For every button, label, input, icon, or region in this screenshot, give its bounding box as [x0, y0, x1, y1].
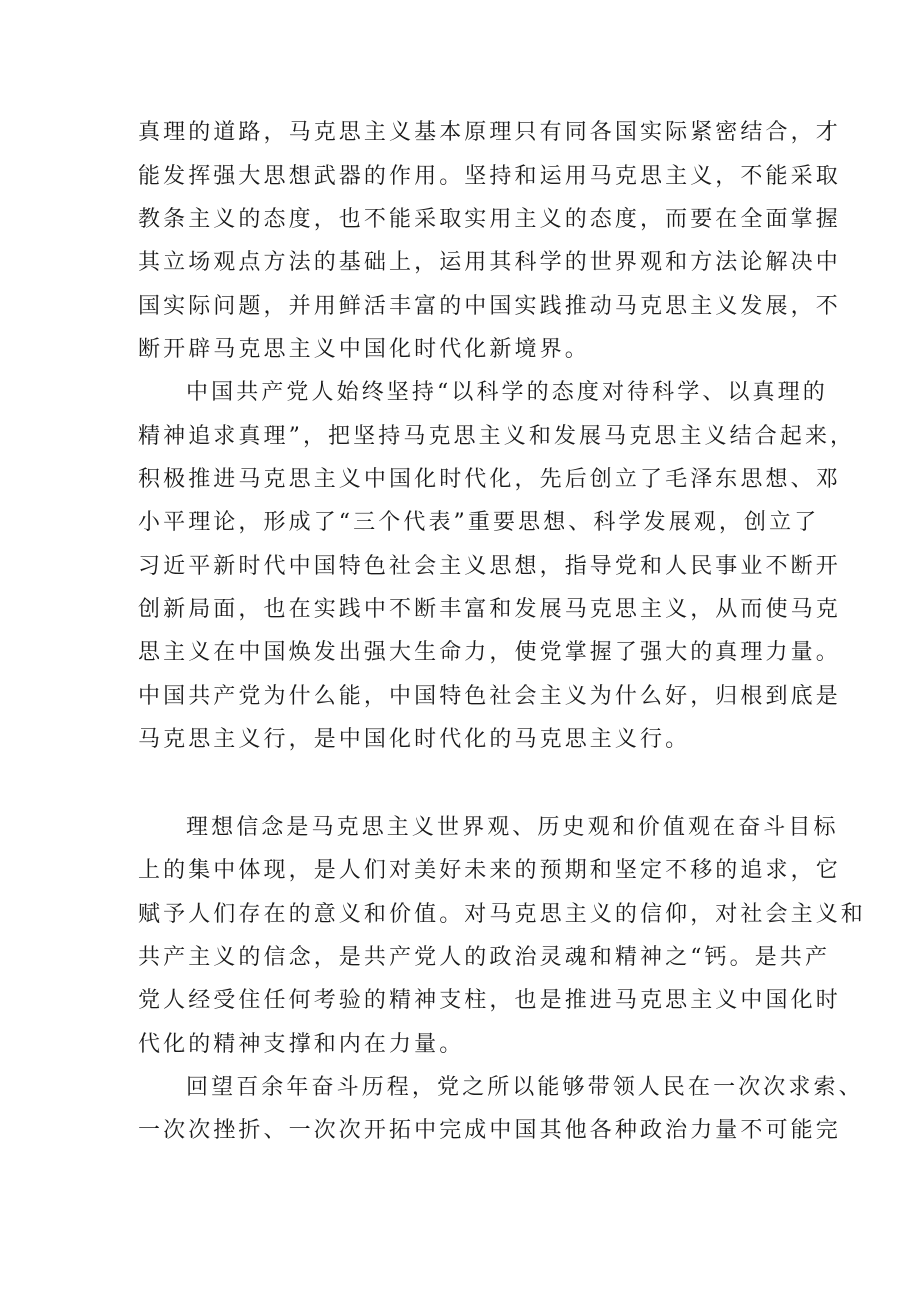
text-line: 国实际问题，并用鲜活丰富的中国实践推动马克思主义发展，不 — [138, 294, 841, 319]
text-line: 中国共产党人始终坚持“以科学的态度对待科学、以真理的 — [186, 380, 828, 405]
text-line: 马克思主义行，是中国化时代化的马克思主义行。 — [138, 727, 691, 752]
text-line: 上的集中体现，是人们对美好未来的预期和坚定不移的追求，它 — [138, 858, 841, 883]
text-line: 思主义在中国焕发出强大生命力，使党掌握了强大的真理力量。 — [138, 640, 841, 665]
text-line: 中国共产党为什么能，中国特色社会主义为什么好，归根到底是 — [138, 684, 841, 709]
text-line: 习近平新时代中国特色社会主义思想，指导党和人民事业不断开 — [138, 554, 841, 579]
text-line: 理想信念是马克思主义世界观、历史观和价值观在奋斗目标 — [186, 815, 839, 840]
text-line: 断开辟马克思主义中国化时代化新境界。 — [138, 337, 590, 362]
text-line: 共产主义的信念，是共产党人的政治灵魂和精神之“钙。是共产 — [138, 945, 831, 970]
text-line: 真理的道路，马克思主义基本原理只有同各国实际紧密结合，才 — [138, 120, 841, 145]
text-line: 精神追求真理”，把坚持马克思主义和发展马克思主义结合起来， — [138, 424, 856, 449]
text-line: 一次次挫折、一次次开拓中完成中国其他各种政治力量不可能完 — [138, 1118, 841, 1143]
text-line: 积极推进马克思主义中国化时代化，先后创立了毛泽东思想、邓 — [138, 467, 841, 492]
text-line: 能发挥强大思想武器的作用。坚持和运用马克思主义，不能采取 — [138, 164, 841, 189]
text-line: 创新局面，也在实践中不断丰富和发展马克思主义，从而使马克 — [138, 597, 841, 622]
text-line: 代化的精神支撑和内在力量。 — [138, 1032, 465, 1057]
text-line: 赋予人们存在的意义和价值。对马克思主义的信仰，对社会主义和 — [138, 902, 866, 927]
text-line: 其立场观点方法的基础上，运用其科学的世界观和方法论解决中 — [138, 250, 841, 275]
text-line: 党人经受住任何考验的精神支柱，也是推进马克思主义中国化时 — [138, 988, 841, 1013]
text-line: 小平理论，形成了“三个代表”重要思想、科学发展观，创立了 — [138, 510, 820, 535]
text-line: 回望百余年奋斗历程，党之所以能够带领人民在一次次求索、 — [186, 1075, 864, 1100]
text-line: 教条主义的态度，也不能采取实用主义的态度，而要在全面掌握 — [138, 207, 841, 232]
